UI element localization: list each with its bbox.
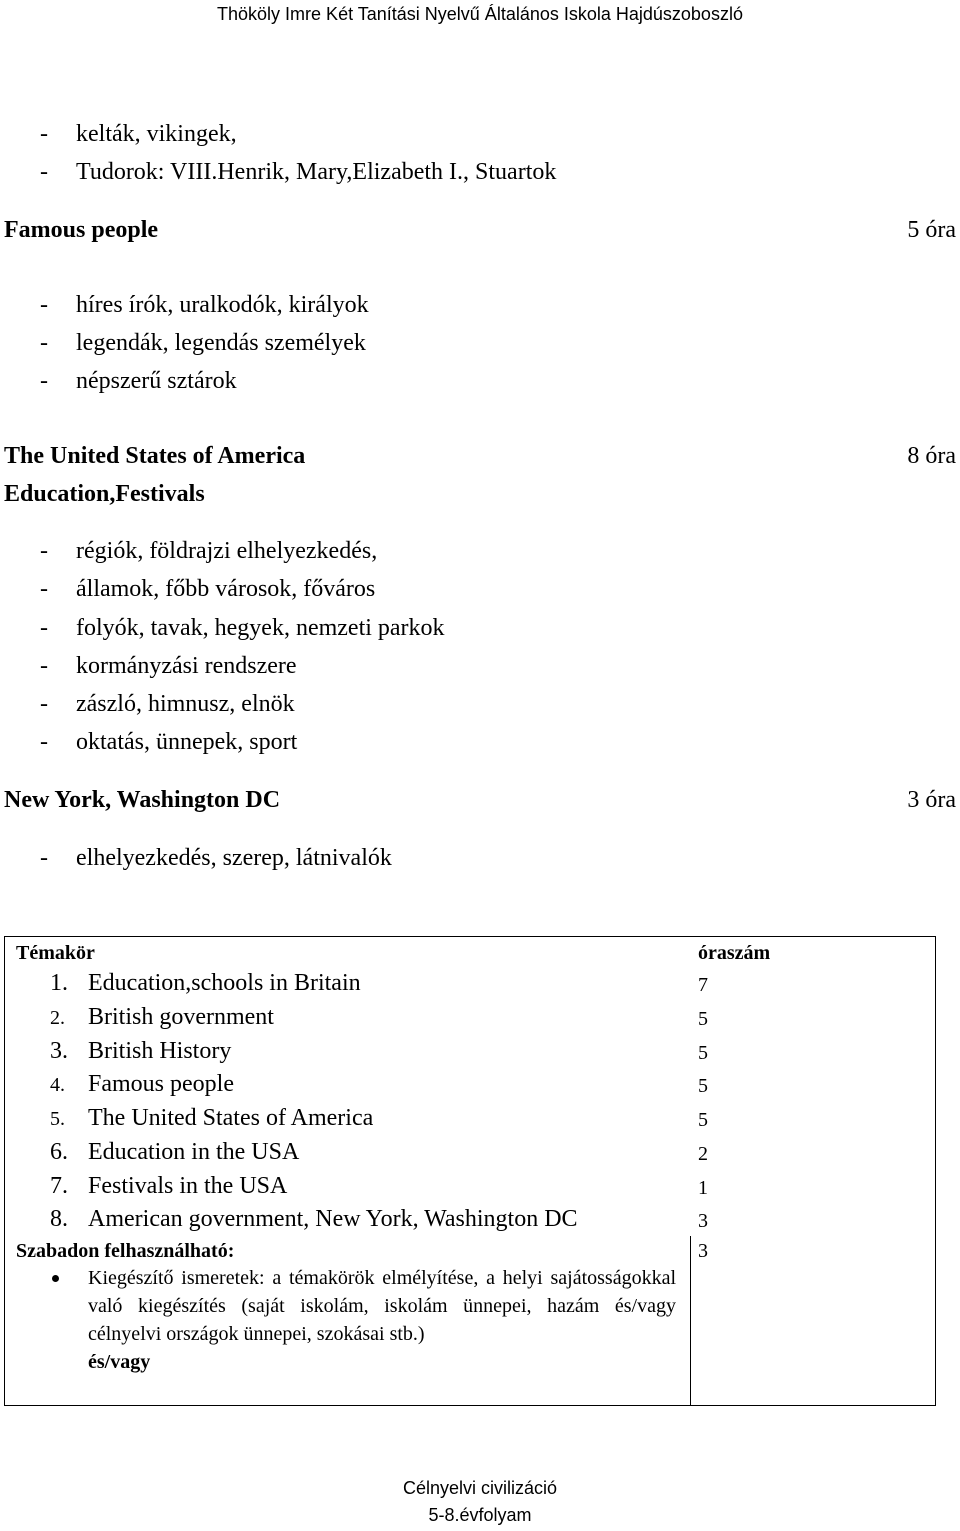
table-cell-hours: 5: [698, 1109, 708, 1131]
table-cell-hours: 1: [698, 1177, 708, 1199]
table-row: 3. British History: [50, 1038, 232, 1064]
page-header: Thököly Imre Két Tanítási Nyelvű Általános Iskola Hajdúszoboszló: [217, 4, 743, 24]
section-hours-usa: 8 óra: [907, 443, 956, 469]
table-cell-hours: 2: [698, 1143, 708, 1165]
table-row: 4. Famous people: [50, 1071, 234, 1097]
table-row: 5. The United States of America: [50, 1105, 374, 1131]
section-hours-ny: 3 óra: [907, 787, 956, 813]
table-cell-hours: 3: [698, 1210, 708, 1232]
section-title-usa: The United States of America: [4, 443, 306, 469]
table-row: 1. Education,schools in Britain: [50, 970, 361, 996]
table-cell-hours: 5: [698, 1042, 708, 1064]
free-label: Szabadon felhasználható:: [16, 1240, 235, 1262]
section-hours-famous: 5 óra: [907, 217, 956, 243]
footer-title: Célnyelvi civilizáció: [402, 1478, 558, 1498]
free-hours: 3: [698, 1240, 708, 1262]
table-cell-hours: 5: [698, 1008, 708, 1030]
table-header-topic: Témakör: [16, 942, 95, 964]
table-row: 6. Education in the USA: [50, 1139, 300, 1165]
table-row: 8. American government, New York, Washington DC: [50, 1206, 578, 1232]
section-subtitle-usa: Education,Festivals: [4, 481, 205, 507]
free-text: Kiegészítő ismeretek: a témakörök elmélyítése, a helyi sajátosságokkal való kiegészítés (saját iskolám, iskolám ünnepei, hazám és/vagy célnyelvi országok ünnepei, szokásai stb.) és/vagy: [88, 1267, 676, 1373]
footer-grade: 5-8.évfolyam: [428, 1505, 532, 1525]
section-title-famous: Famous people: [4, 217, 159, 243]
table-header-hours: óraszám: [698, 942, 771, 964]
table-cell-hours: 7: [698, 974, 708, 996]
table-cell-hours: 5: [698, 1075, 708, 1097]
table-row: 7. Festivals in the USA: [50, 1173, 288, 1199]
table-divider: [690, 1236, 691, 1406]
section-title-ny: New York, Washington DC: [4, 787, 281, 813]
bullet-icon: [52, 1275, 59, 1282]
table-row: 2. British government: [50, 1004, 274, 1030]
